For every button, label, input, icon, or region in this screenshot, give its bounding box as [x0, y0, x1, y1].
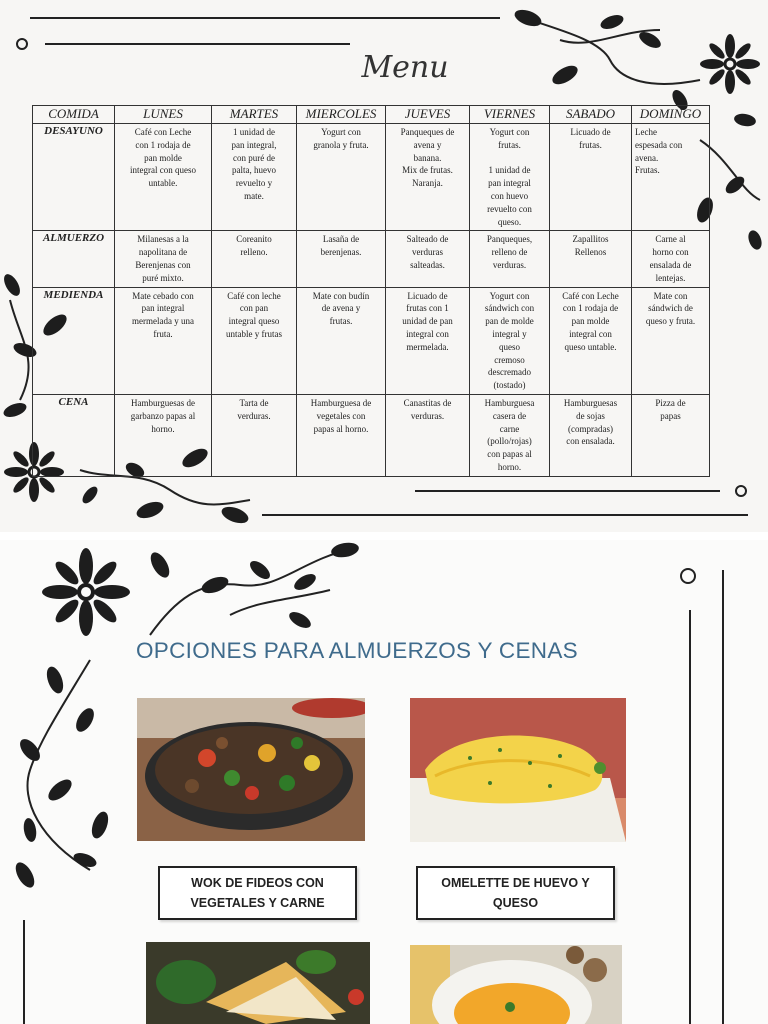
soup-photo [410, 945, 622, 1024]
table-header-row [33, 106, 710, 124]
meal-label: CENA [33, 394, 115, 476]
table-cell: Lasaña de berenjenas. [297, 231, 386, 287]
table-cell: Milanesas a la napolitana de Berenjenas con puré mixto. [115, 231, 212, 287]
table-cell: Zapallitos Rellenos [550, 231, 632, 287]
table-cell: Café con Leche con 1 rodaja de pan molde integral con queso untable. [550, 287, 632, 394]
table-cell: Panqueques, relleno de verduras. [470, 231, 550, 287]
meal-label: ALMUERZO [33, 231, 115, 287]
table-cell: Licuado de frutas. [550, 124, 632, 231]
table-cell: Licuado de frutas con 1 unidad de pan integral con mermelada. [386, 287, 470, 394]
dish-illustration [146, 942, 370, 1024]
table-row [33, 231, 710, 287]
table-cell: 1 unidad de pan integral, con puré de palta, huevo revuelto y mate. [212, 124, 297, 231]
soup-illustration [410, 945, 622, 1024]
table-row [33, 124, 710, 231]
wok-photo [137, 698, 365, 841]
column-header: MIERCOLES [297, 106, 386, 124]
column-header: MARTES [212, 106, 297, 124]
omelette-illustration [410, 698, 626, 842]
column-header: SABADO [550, 106, 632, 124]
table-row [33, 394, 710, 476]
table-cell: Leche espesada con avena. Frutas. [632, 124, 710, 231]
table-cell: Yogurt con sándwich con pan de molde integral y queso cremoso descremado (tostado) [470, 287, 550, 394]
table-cell: Pizza de papas [632, 394, 710, 476]
meal-label: DESAYUNO [33, 124, 115, 231]
floral-border-decoration [0, 540, 768, 1024]
table-cell: Hamburguesas de sojas (compradas) con ensalada. [550, 394, 632, 476]
table-cell: Mate con budín de avena y frutas. [297, 287, 386, 394]
column-header: JUEVES [386, 106, 470, 124]
table-cell: Hamburguesas de garbanzo papas al horno. [115, 394, 212, 476]
wok-caption: WOK DE FIDEOS CON VEGETALES Y CARNE [158, 866, 357, 920]
table-cell: Café con Leche con 1 rodaja de pan molde integral con queso untable. [115, 124, 212, 231]
page-separator [0, 532, 768, 540]
table-cell: Coreanito relleno. [212, 231, 297, 287]
weekly-menu-table [32, 105, 710, 477]
table-cell: Yogurt con granola y fruta. [297, 124, 386, 231]
table-cell: Yogurt con frutas. 1 unidad de pan integral con huevo revuelto con queso. [470, 124, 550, 231]
table-cell: Panqueques de avena y banana. Mix de frutas. Naranja. [386, 124, 470, 231]
table-cell: Hamburguesa de vegetales con papas al horno. [297, 394, 386, 476]
table-cell: Tarta de verduras. [212, 394, 297, 476]
table-cell: Salteado de verduras salteadas. [386, 231, 470, 287]
table-cell: Café con leche con pan integral queso untable y frutas [212, 287, 297, 394]
omelette-photo [410, 698, 626, 842]
table-cell: Mate cebado con pan integral mermelada y una fruta. [115, 287, 212, 394]
table-cell: Mate con sándwich de queso y fruta. [632, 287, 710, 394]
omelette-caption: OMELETTE DE HUEVO Y QUESO [416, 866, 615, 920]
table-cell: Canastitas de verduras. [386, 394, 470, 476]
column-header: COMIDA [33, 106, 115, 124]
options-page [0, 540, 768, 1024]
dish-photo-3 [146, 942, 370, 1024]
column-header: VIERNES [470, 106, 550, 124]
column-header: LUNES [115, 106, 212, 124]
table-cell: Hamburguesa casera de carne (pollo/rojas) con papas al horno. [470, 394, 550, 476]
table-row [33, 287, 710, 394]
meal-label: MEDIENDA [33, 287, 115, 394]
table-cell: Carne al horno con ensalada de lentejas. [632, 231, 710, 287]
options-title: OPCIONES PARA ALMUERZOS Y CENAS [136, 638, 578, 663]
menu-title: Menu [361, 50, 449, 85]
wok-illustration [137, 698, 365, 841]
column-header: DOMINGO [632, 106, 710, 124]
